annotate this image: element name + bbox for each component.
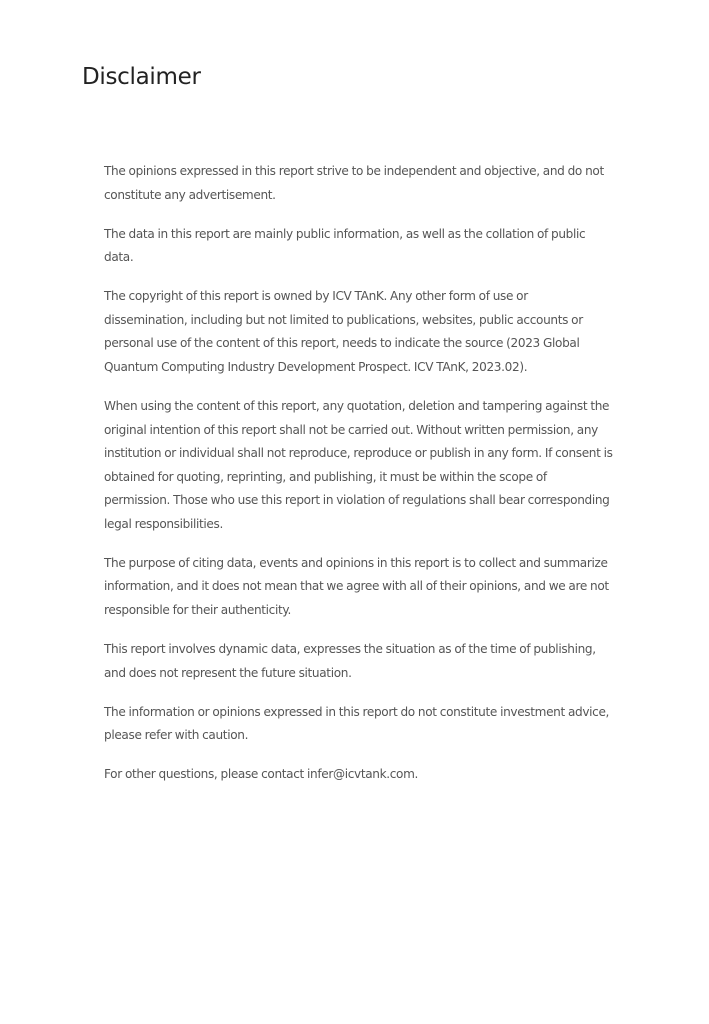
paragraph-dynamic-data: This report involves dynamic data, expresses the situation as of the time of publishing, and does not represent the future situation. bbox=[104, 642, 596, 680]
paragraph-data-source: The data in this report are mainly public information, as well as the collation of public data. bbox=[104, 226, 586, 265]
paragraph-independence: The opinions expressed in this report strive to be independent and objective, and do not constitute any advertisement. bbox=[104, 164, 604, 202]
paragraph-citation-purpose: The purpose of citing data, events and opinions in this report is to collect and summarize information, and it does not mean that we agree with all of their opinions, and we are not responsible for their authenticity. bbox=[104, 555, 609, 618]
paragraph-copyright: The copyright of this report is owned by ICV TAnK. Any other form of use or dissemination, including but not limited to publications, websites, public accounts or personal use of the content of this report, needs to indicate the source (2023 Global Quantum Computing Industry Development Prospect. ICV TAnK, 2023.02). bbox=[104, 289, 583, 374]
paragraph-usage-restrictions: When using the content of this report, any quotation, deletion and tampering against the original intention of this report shall not be carried out. Without written permission, any institution or individual shall not reproduce, reproduce or publish in any form. If consent is obtained for quoting, reprinting, and publishing, it must be within the scope of permission. Those who use this report in violation of regulations shall bear corresponding legal responsibilities. bbox=[104, 398, 613, 531]
page-title: Disclaimer bbox=[82, 64, 201, 90]
paragraph-contact: For other questions, please contact infer@icvtank.com. bbox=[104, 767, 419, 782]
disclaimer-body bbox=[104, 160, 614, 802]
paragraph-investment-advice: The information or opinions expressed in this report do not constitute investment advice, please refer with caution. bbox=[104, 704, 610, 743]
